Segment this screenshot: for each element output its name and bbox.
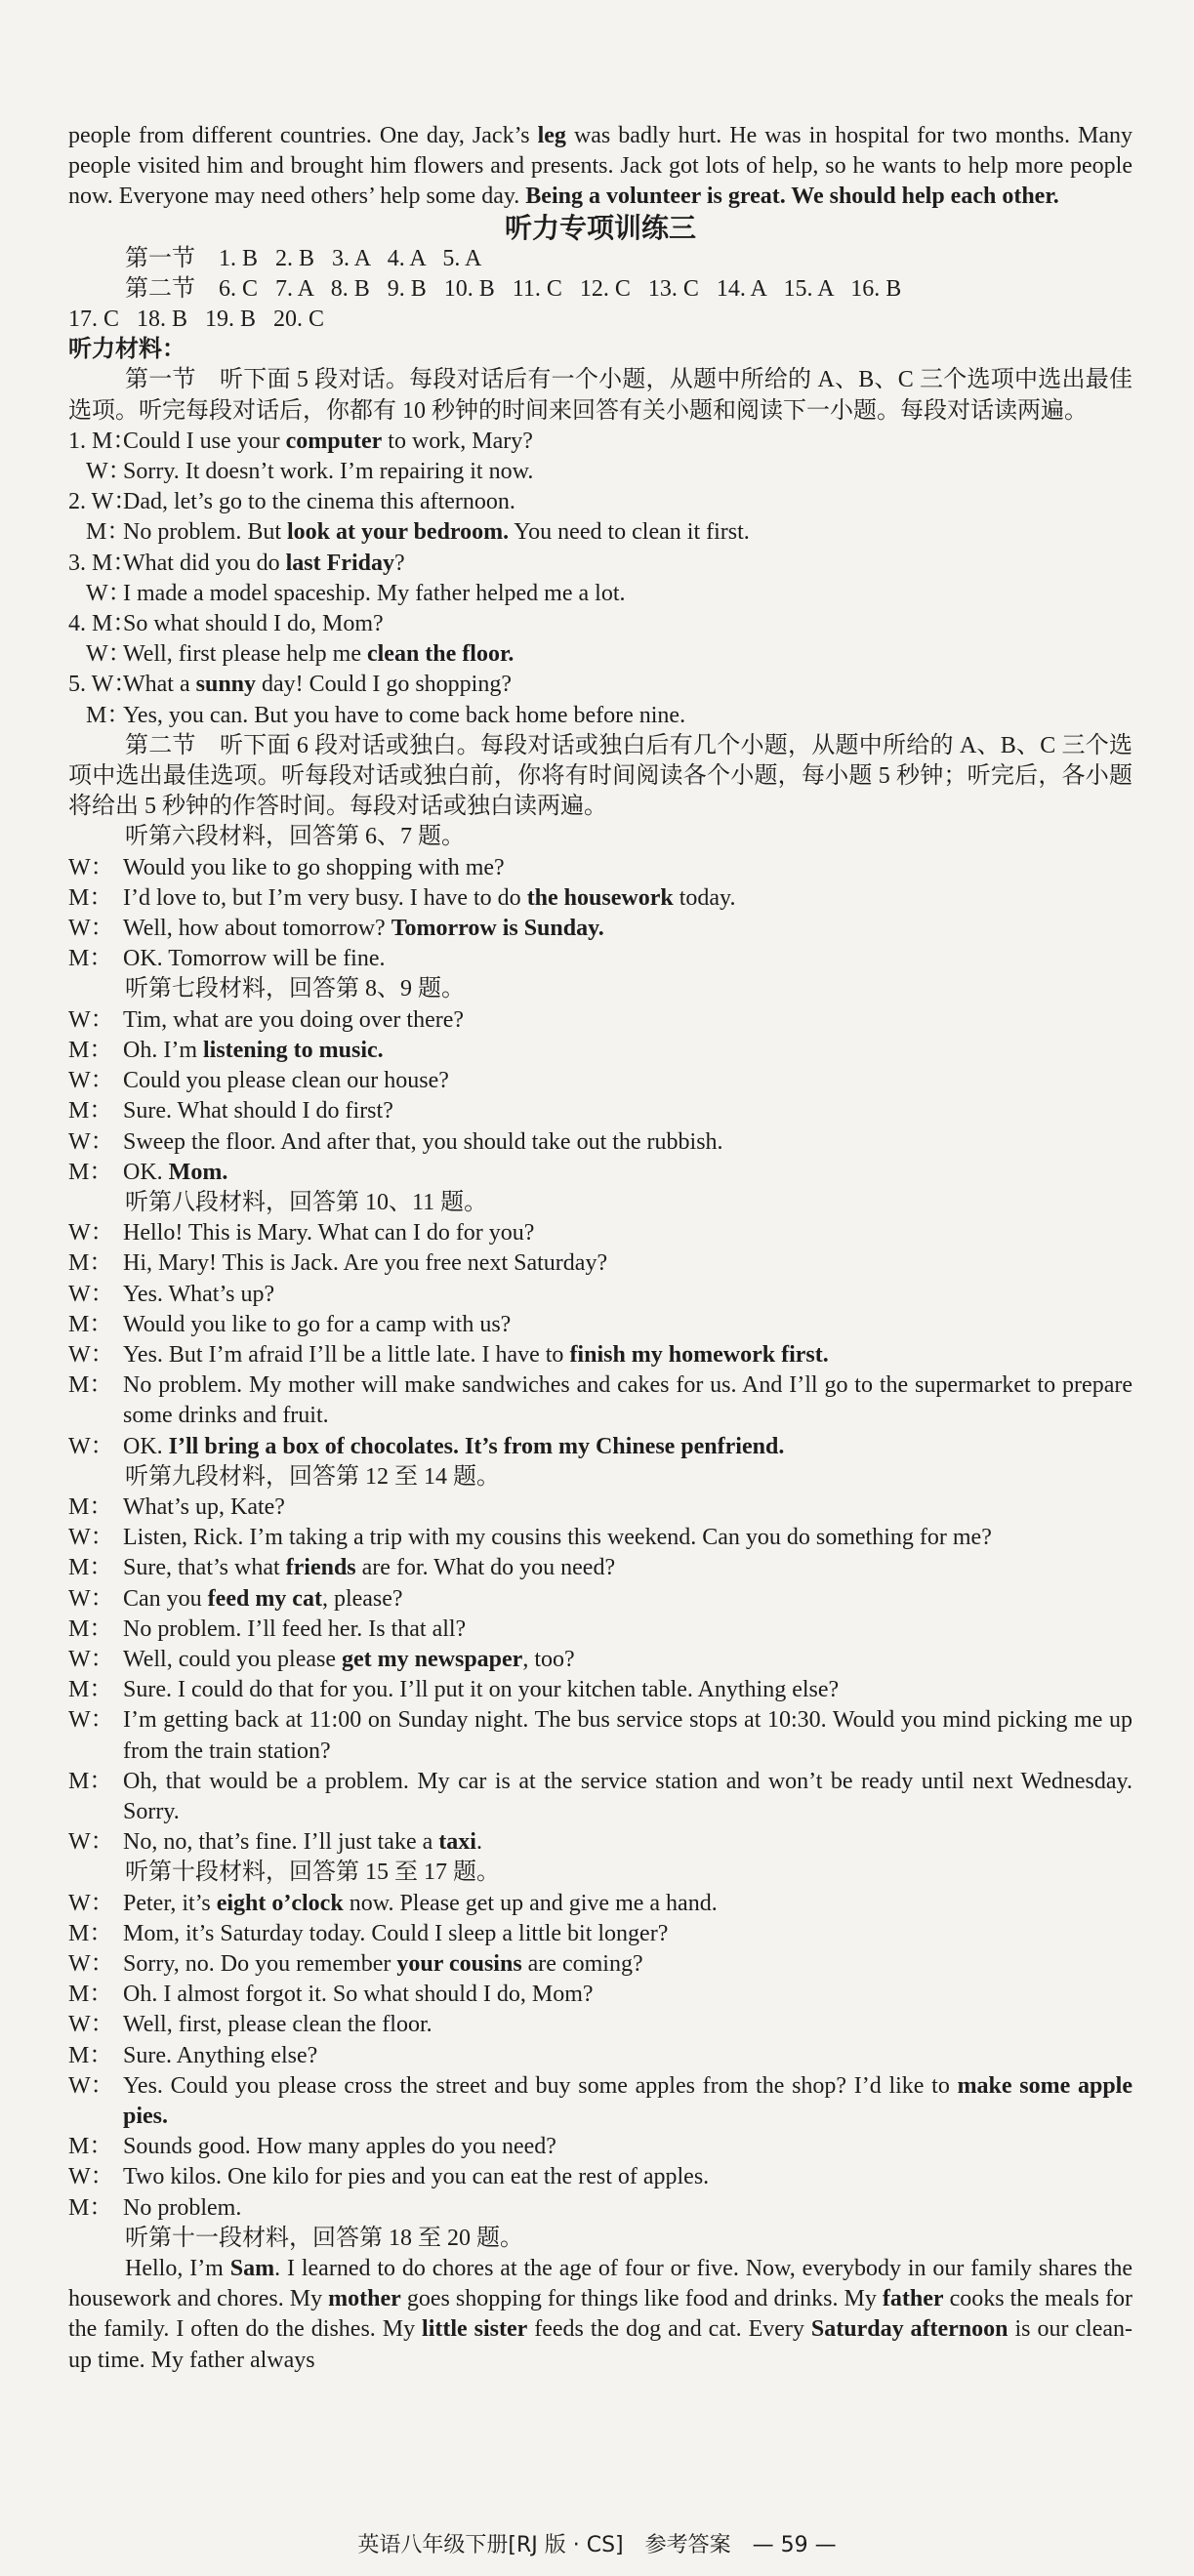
key-phrase: feed my cat	[207, 1585, 322, 1612]
dialogue-line	[68, 670, 1132, 700]
speaker-label: M：	[68, 1677, 113, 1703]
line-text: Oh. I’m listening to music.	[123, 1037, 384, 1063]
dialogue10-note: 听第十段材料，回答第 15 至 17 题。	[125, 1860, 500, 1886]
speaker-label: M：	[68, 1037, 113, 1063]
speaker-label: W：	[68, 1433, 114, 1459]
line-text: What’s up, Kate?	[123, 1493, 285, 1520]
speaker-label: W：	[68, 854, 114, 880]
dialogue-line	[68, 2132, 1132, 2162]
key-phrase: friends	[285, 1555, 356, 1581]
speaker-label: M：	[68, 2194, 113, 2221]
line-text: Can you feed my cat, please?	[123, 1585, 403, 1612]
line-text: Hi, Mary! This is Jack. Are you free next Saturday?	[123, 1250, 608, 1277]
dialogue-line	[68, 517, 1132, 548]
dialogue-line	[68, 1158, 1132, 1188]
intro-paragraph	[68, 121, 1132, 213]
intro-text-2: was badly hurt. He was in hospital for two months. Many people visited him and brought him flowers and presents. Jack got lots of help, so he wants to help more people now. Everyone may need others’ help some day.	[68, 123, 1133, 210]
speaker-label: M：	[68, 1372, 113, 1399]
dialogue-line	[68, 1889, 1132, 1919]
dialogue-line	[68, 549, 1132, 579]
dialogue-line	[68, 1827, 1132, 1858]
speaker-label: M：	[86, 519, 131, 546]
key-phrase: Mom.	[168, 1159, 228, 1185]
speaker-label: W：	[68, 1890, 114, 1916]
speaker-label: M：	[68, 2042, 113, 2068]
dialogue-line	[68, 1280, 1132, 1310]
speaker-label: W：	[68, 2072, 114, 2099]
speaker-label: M：	[68, 1159, 113, 1185]
dialogue-line	[68, 853, 1132, 883]
monologue-paragraph: Hello, I’m Sam. I learned to do chores at the age of four or five. Now, everybody in our family shares the housework and chores. My mother goes shopping for things like food and drinks. My father cooks the meals for the family. I often do the dishes. My little sister feeds the dog and cat. Every Saturday afternoon is our clean-up time. My father always	[68, 2256, 1133, 2373]
dialogue-line	[68, 883, 1132, 914]
key-phrase: clean the floor.	[366, 641, 515, 668]
dialogue-line	[68, 1949, 1132, 1980]
line-text: No problem. But look at your bedroom. You need to clean it first.	[123, 519, 750, 546]
dialogue-line	[68, 1523, 1132, 1553]
key-phrase: the housework	[526, 884, 674, 911]
dialogue-line	[68, 1645, 1132, 1675]
dialogue-line	[68, 1705, 1132, 1766]
dialogue-line	[68, 1370, 1132, 1431]
speaker-label: W：	[68, 1707, 114, 1734]
dialogue-line	[68, 1005, 1132, 1036]
speaker-label: M：	[68, 1615, 113, 1642]
line-text: Yes, you can. But you have to come back home before nine.	[123, 702, 686, 728]
line-text: Well, first please help me clean the floor.	[123, 641, 515, 668]
line-text: OK. Mom.	[123, 1159, 228, 1185]
line-text: Tim, what are you doing over there?	[123, 1006, 465, 1033]
line-text: What a sunny day! Could I go shopping?	[123, 672, 512, 698]
dialogue9	[68, 1492, 1132, 1858]
line-text: I’m getting back at 11:00 on Sunday night. The bus service stops at 10:30. Would you mind picking me up from the train station?	[123, 1707, 1132, 1764]
section1-instructions: 第一节 听下面 5 段对话。每段对话后有一个小题，从题中所给的 A、B、C 三个选项中选出最佳选项。听完每段对话后，你都有 10 秒钟的时间来回答有关小题和阅读下一小题。每段对话读两遍。	[68, 367, 1132, 424]
key-phrase: computer	[285, 428, 383, 454]
speaker-label: M：	[68, 1920, 113, 1946]
line-text: No problem.	[123, 2194, 242, 2221]
line-text: OK. I’ll bring a box of chocolates. It’s from my Chinese penfriend.	[123, 1433, 785, 1459]
line-text: Mom, it’s Saturday today. Could I sleep a little bit longer?	[123, 1920, 669, 1946]
dialogue-line	[68, 2162, 1132, 2192]
speaker-label: W：	[68, 1829, 114, 1856]
line-text: Would you like to go for a camp with us?	[123, 1311, 512, 1337]
speaker-label: W：	[68, 1950, 114, 1977]
dialogue-line	[68, 1615, 1132, 1645]
key-phrase: make some apple pies.	[123, 2072, 1132, 2129]
speaker-label: W：	[68, 2164, 114, 2190]
key-phrase: Tomorrow is Sunday.	[391, 916, 604, 942]
line-text: Dad, let’s go to the cinema this afternoon.	[123, 489, 515, 515]
dialogue6-note: 听第六段材料，回答第 6、7 题。	[125, 824, 465, 850]
dialogue-line	[68, 1096, 1132, 1126]
answer-page	[68, 121, 1132, 2376]
answer-row-2: 第二节 6. C 7. A 8. B 9. B 10. B 11. C 12. C 13. C 14. A 15. A 16. B	[125, 275, 902, 302]
dialogue-line	[68, 1584, 1132, 1615]
speaker-label: M：	[68, 1555, 113, 1581]
speaker-label: W：	[86, 580, 132, 606]
speaker-label: 2. W：	[68, 489, 138, 515]
speaker-label: 5. W：	[68, 672, 138, 698]
line-text: Hello! This is Mary. What can I do for you?	[123, 1220, 535, 1247]
speaker-label: W：	[68, 1068, 114, 1094]
line-text: Sure. I could do that for you. I’ll put it on your kitchen table. Anything else?	[123, 1677, 840, 1703]
line-text: Peter, it’s eight o’clock now. Please get up and give me a hand.	[123, 1890, 718, 1916]
line-text: Listen, Rick. I’m taking a trip with my cousins this weekend. Can you do something for me?	[123, 1525, 992, 1551]
speaker-label: W：	[68, 1341, 114, 1368]
dialogue-line	[68, 1553, 1132, 1583]
speaker-label: W：	[86, 641, 132, 668]
dialogue-line	[68, 1919, 1132, 1949]
speaker-label: M：	[68, 2134, 113, 2160]
dialogue-line	[68, 1036, 1132, 1066]
speaker-label: M：	[68, 1250, 113, 1277]
monologue-note: 听第十一段材料，回答第 18 至 20 题。	[125, 2225, 523, 2251]
dialogue-line	[68, 639, 1132, 670]
key-phrase: finish my homework first.	[569, 1341, 829, 1368]
speaker-label: M：	[68, 946, 113, 972]
speaker-label: 4. M：	[68, 611, 137, 637]
dialogue-line	[68, 1980, 1132, 2010]
dialogue-line	[68, 944, 1132, 974]
line-text: Yes. What’s up?	[123, 1281, 275, 1307]
line-text: Yes. But I’m afraid I’ll be a little late. I have to finish my homework first.	[123, 1341, 829, 1368]
speaker-label: 1. M：	[68, 428, 137, 454]
dialogue-line	[68, 1310, 1132, 1340]
dialogue9-note: 听第九段材料，回答第 12 至 14 题。	[125, 1463, 500, 1490]
dialogue8	[68, 1218, 1132, 1462]
dialogue-line	[68, 487, 1132, 517]
line-text: Well, how about tomorrow? Tomorrow is Sunday.	[123, 916, 604, 942]
answer-key	[68, 244, 1132, 336]
line-text: Oh, that would be a problem. My car is at the service station and won’t be ready until next Wednesday. Sorry.	[123, 1768, 1132, 1824]
section1-dialogues	[68, 427, 1132, 731]
line-text: Sorry, no. Do you remember your cousins are coming?	[123, 1950, 643, 1977]
dialogue-line	[68, 2010, 1132, 2040]
dialogue-line	[68, 1492, 1132, 1523]
dialogue8-note: 听第八段材料，回答第 10、11 题。	[125, 1189, 488, 1215]
dialogue-line	[68, 2071, 1132, 2132]
line-text: Yes. Could you please cross the street and buy some apples from the shop? I’d like to make some apple pies.	[123, 2072, 1132, 2129]
speaker-label: M：	[68, 1311, 113, 1337]
dialogue-line	[68, 1248, 1132, 1279]
speaker-label: W：	[68, 1006, 114, 1033]
key-phrase: your cousins	[396, 1950, 522, 1977]
speaker-label: M：	[68, 884, 113, 911]
line-text: Well, first, please clean the floor.	[123, 2012, 432, 2038]
dialogue-line	[68, 457, 1132, 487]
line-text: Well, could you please get my newspaper, too?	[123, 1646, 575, 1672]
speaker-label: M：	[68, 1768, 113, 1794]
speaker-label: W：	[68, 1128, 114, 1155]
line-text: No problem. My mother will make sandwiches and cakes for us. And I’ll go to the supermarket to prepare some drinks and fruit.	[123, 1372, 1132, 1429]
line-text: Oh. I almost forgot it. So what should I do, Mom?	[123, 1982, 594, 2008]
dialogue-line	[68, 1340, 1132, 1370]
speaker-label: W：	[68, 1220, 114, 1247]
speaker-label: M：	[86, 702, 131, 728]
answer-row-1: 第一节 1. B 2. B 3. A 4. A 5. A	[125, 245, 482, 271]
line-text: I’d love to, but I’m very busy. I have to do the housework today.	[123, 884, 736, 911]
line-text: Sorry. It doesn’t work. I’m repairing it now.	[123, 459, 534, 485]
line-text: Could you please clean our house?	[123, 1068, 449, 1094]
key-phrase: sunny	[195, 672, 257, 698]
dialogue-line	[68, 427, 1132, 457]
line-text: No, no, that’s fine. I’ll just take a taxi.	[123, 1829, 482, 1856]
speaker-label: 3. M：	[68, 550, 137, 576]
key-phrase: listening to music.	[202, 1037, 384, 1063]
speaker-label: W：	[86, 459, 132, 485]
line-text: OK. Tomorrow will be fine.	[123, 946, 386, 972]
speaker-label: W：	[68, 2012, 114, 2038]
line-text: What did you do last Friday?	[123, 550, 405, 576]
dialogue6	[68, 853, 1132, 975]
speaker-label: W：	[68, 916, 114, 942]
page-footer: 英语八年级下册[RJ 版 · CS] 参考答案 — 59 —	[357, 2533, 837, 2557]
material-heading: 听力材料：	[68, 337, 185, 363]
intro-text-1: people from different countries. One day, Jack’s	[68, 123, 538, 148]
answer-row-3: 17. C 18. B 19. B 20. C	[68, 307, 325, 333]
speaker-label: M：	[68, 1098, 113, 1124]
key-phrase: eight o’clock	[216, 1890, 344, 1916]
key-phrase: get my newspaper	[342, 1646, 523, 1672]
speaker-label: W：	[68, 1585, 114, 1612]
dialogue-line	[68, 1675, 1132, 1705]
key-phrase: look at your bedroom.	[287, 519, 510, 546]
key-phrase: last Friday	[285, 550, 394, 576]
dialogue-line	[68, 1218, 1132, 1248]
section2-instructions: 第二节 听下面 6 段对话或独白。每段对话或独白后有几个小题，从题中所给的 A、B、C 三个选项中选出最佳选项。听每段对话或独白前，你将有时间阅读各个小题，每小题 5 秒钟；听完后，各小题将给出 5 秒钟的作答时间。每段对话或独白读两遍。	[68, 732, 1132, 820]
dialogue-line	[68, 579, 1132, 609]
dialogue7-note: 听第七段材料，回答第 8、9 题。	[125, 976, 465, 1002]
dialogue-line	[68, 609, 1132, 639]
line-text: Could I use your computer to work, Mary?	[123, 428, 533, 454]
line-text: No problem. I’ll feed her. Is that all?	[123, 1615, 467, 1642]
dialogue-line	[68, 2193, 1132, 2224]
dialogue-line	[68, 1767, 1132, 1827]
line-text: So what should I do, Mom?	[123, 611, 384, 637]
speaker-label: W：	[68, 1646, 114, 1672]
speaker-label: W：	[68, 1281, 114, 1307]
intro-bold-1: leg	[537, 123, 566, 148]
dialogue7	[68, 1005, 1132, 1188]
speaker-label: M：	[68, 1982, 113, 2008]
key-phrase: I’ll bring a box of chocolates. It’s from my Chinese penfriend.	[168, 1433, 785, 1459]
dialogue-line	[68, 914, 1132, 944]
intro-bold-2: Being a volunteer is great. We should help each other.	[525, 184, 1059, 210]
line-text: Sure. What should I do first?	[123, 1098, 393, 1124]
line-text: Two kilos. One kilo for pies and you can eat the rest of apples.	[123, 2164, 710, 2190]
key-phrase: taxi	[438, 1829, 476, 1856]
line-text: Would you like to go shopping with me?	[123, 854, 505, 880]
line-text: I made a model spaceship. My father helped me a lot.	[123, 580, 626, 606]
speaker-label: M：	[68, 1493, 113, 1520]
dialogue-line	[68, 1066, 1132, 1096]
dialogue10	[68, 1889, 1132, 2224]
line-text: Sure, that’s what friends are for. What do you need?	[123, 1555, 616, 1581]
dialogue-line	[68, 1127, 1132, 1158]
dialogue-line	[68, 1432, 1132, 1462]
line-text: Sounds good. How many apples do you need?	[123, 2134, 556, 2160]
dialogue-line	[68, 2041, 1132, 2071]
line-text: Sweep the floor. And after that, you should take out the rubbish.	[123, 1128, 723, 1155]
speaker-label: W：	[68, 1525, 114, 1551]
section-title: 听力专项训练三	[504, 211, 696, 244]
line-text: Sure. Anything else?	[123, 2042, 318, 2068]
dialogue-line	[68, 701, 1132, 731]
